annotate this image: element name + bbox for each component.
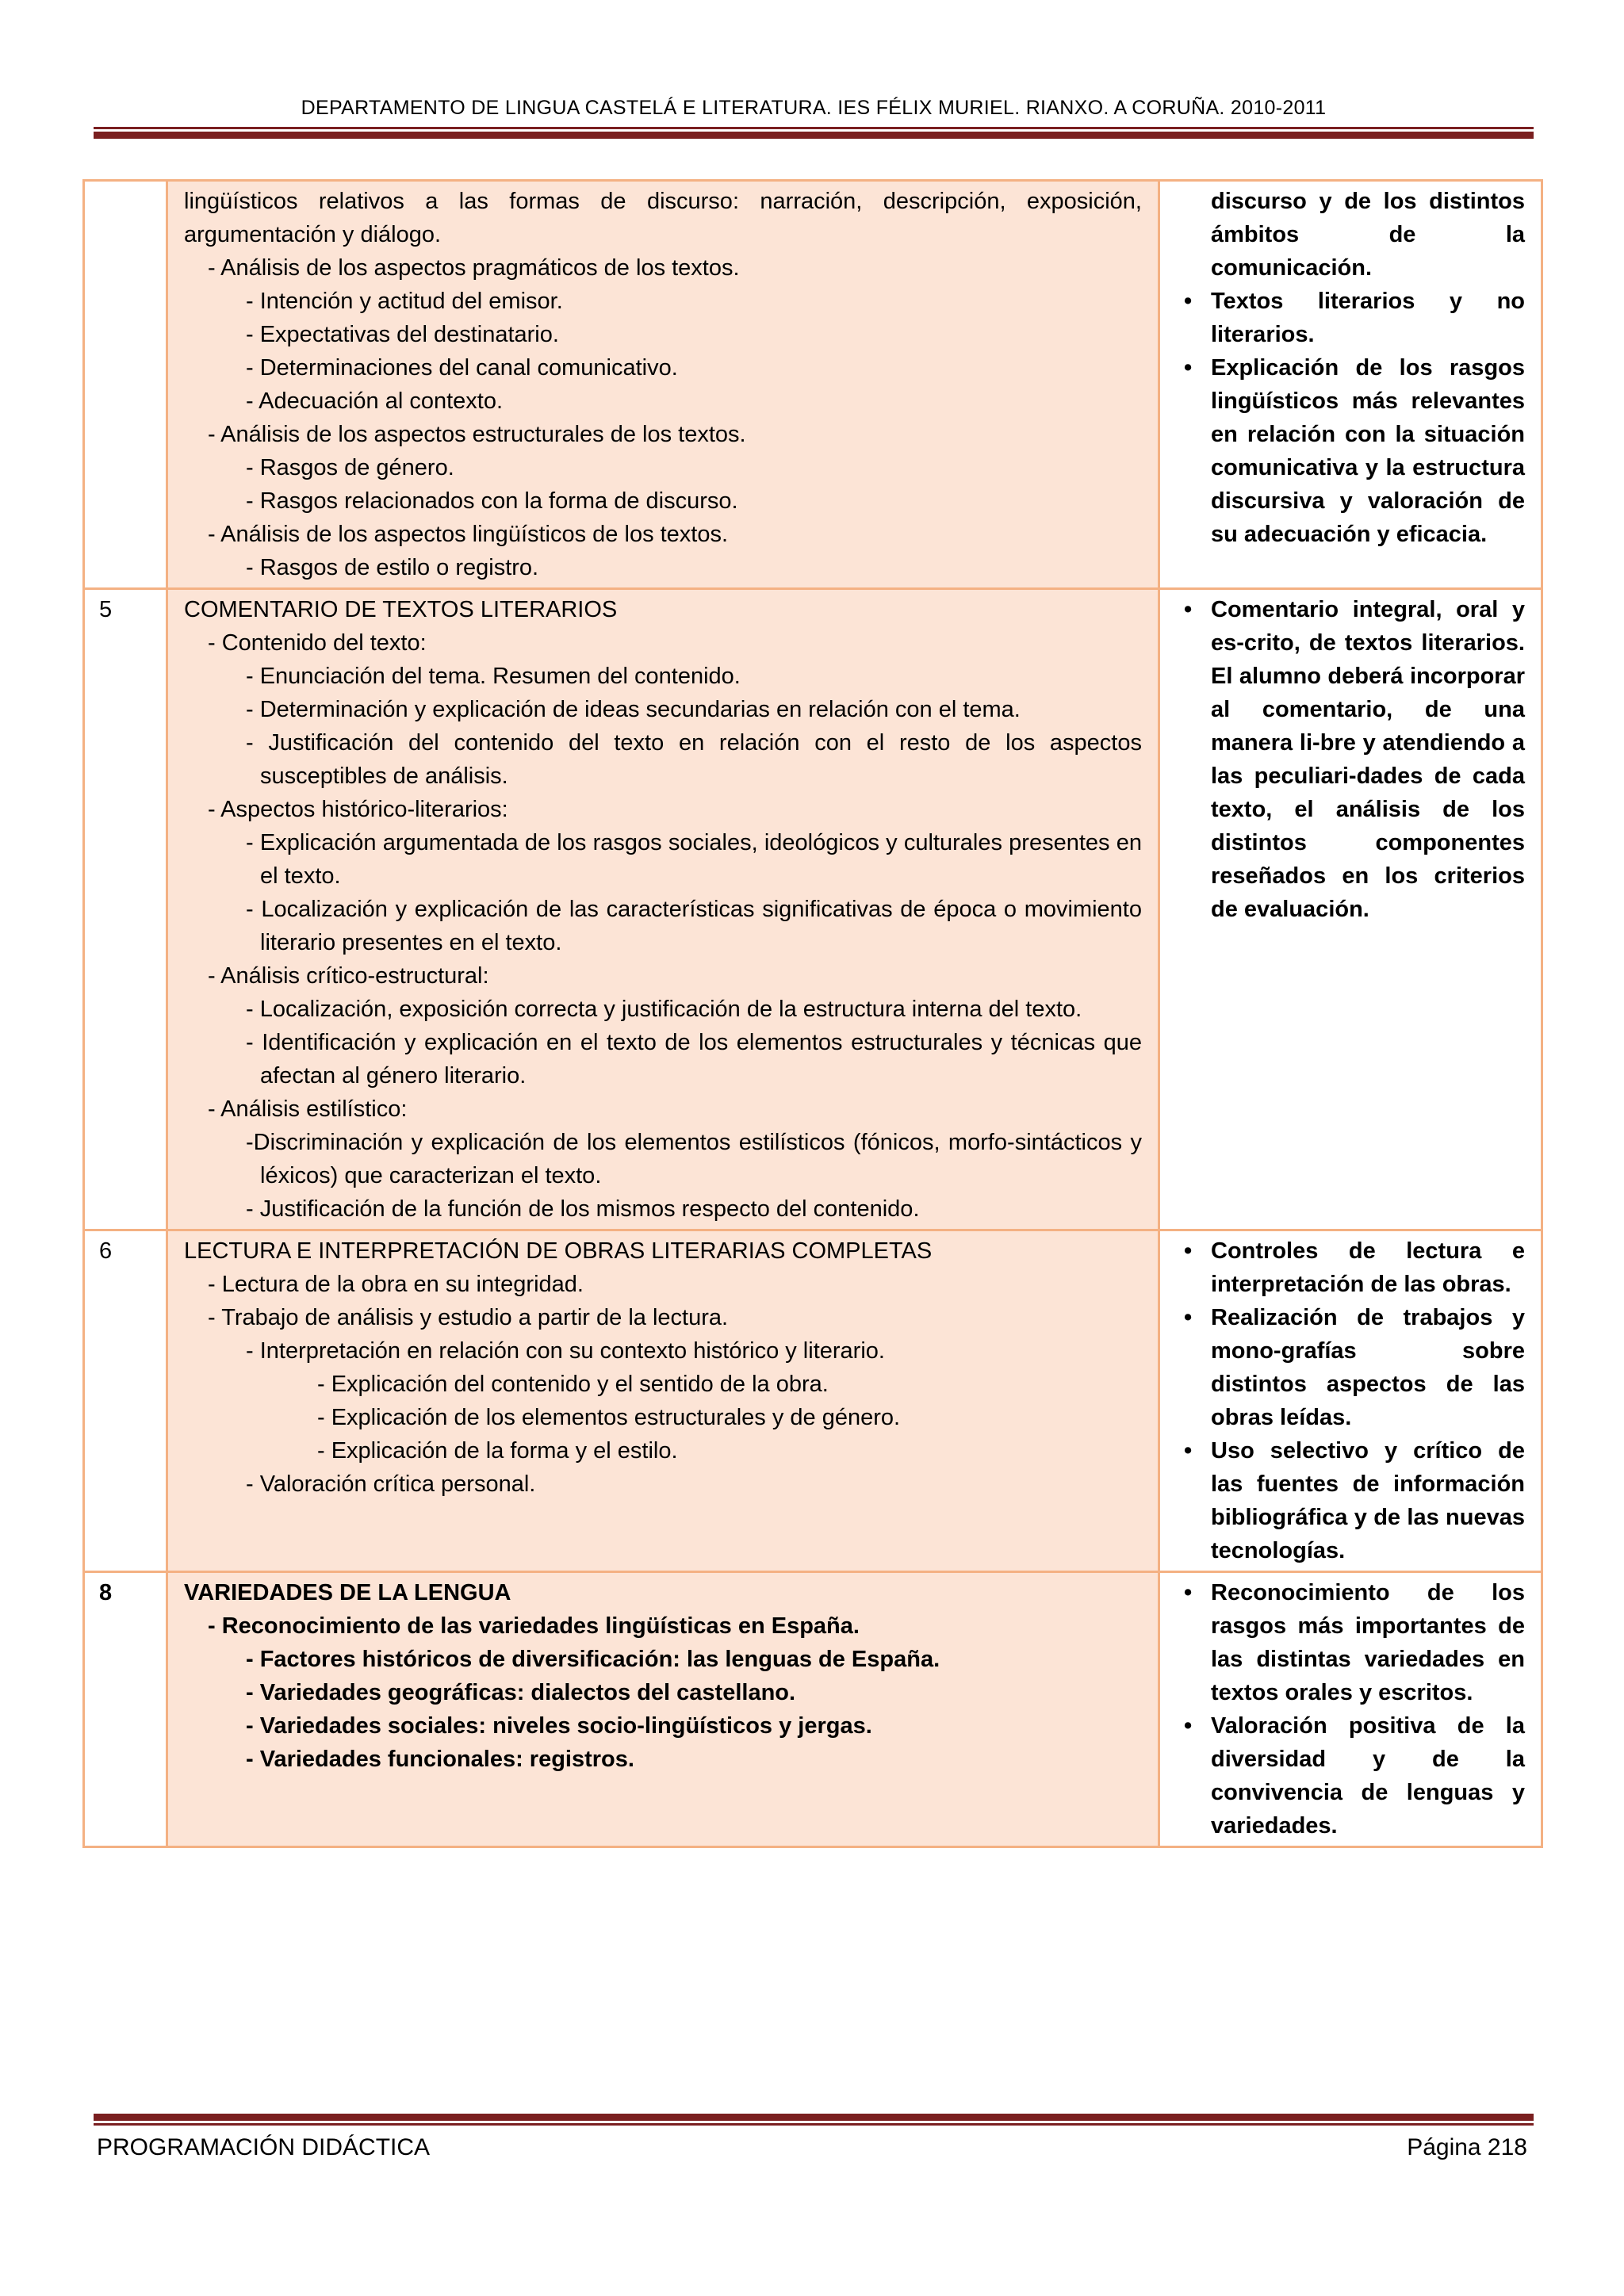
contents-cell xyxy=(167,589,1159,1230)
content-line: - Variedades funcionales: registros. xyxy=(246,1747,634,1772)
criteria-item: • Controles de lectura e interpretación de las obras. xyxy=(1184,1234,1525,1301)
content-line: - Justificación de la función de los mismos respecto del contenido. xyxy=(246,1196,920,1222)
footer-rule xyxy=(94,2114,1534,2126)
row-number: 6 xyxy=(84,1230,167,1572)
content-line: - Análisis estilístico: xyxy=(208,1096,408,1122)
content-line: - Trabajo de análisis y estudio a partir de la lectura. xyxy=(208,1305,729,1330)
content-line: - Interpretación en relación con su contexto histórico y literario. xyxy=(246,1338,885,1364)
content-line: - Variedades geográficas: dialectos del castellano. xyxy=(246,1680,796,1705)
criteria-cell xyxy=(1159,181,1542,589)
table-row xyxy=(84,1230,1542,1572)
content-line: lingüísticos relativos a las formas de discurso: narración, descripción, exposición, argumentación y diálogo. xyxy=(184,189,1142,247)
content-line: -Discriminación y explicación de los elementos estilísticos (fónicos, morfo-sintácticos y léxicos) que caracterizan el texto. xyxy=(246,1130,1142,1188)
section-title: VARIEDADES DE LA LENGUA xyxy=(184,1580,511,1605)
content-line: - Factores históricos de diversificación: las lenguas de España. xyxy=(246,1647,940,1672)
content-line: - Análisis de los aspectos pragmáticos de los textos. xyxy=(208,255,740,281)
criteria-item: • Comentario integral, oral y es-crito, de textos literarios. El alumno deberá incorporar al comentario, de una manera li-bre y atendiendo a las peculiari-dades de cada texto, el análisis de los distintos componentes reseñados en los criterios de evaluación. xyxy=(1184,593,1525,926)
content-line: - Localización, exposición correcta y justificación de la estructura interna del texto. xyxy=(246,997,1082,1022)
content-line: - Valoración crítica personal. xyxy=(246,1471,536,1497)
content-line: - Lectura de la obra en su integridad. xyxy=(208,1272,584,1297)
content-line: - Análisis de los aspectos lingüísticos de los textos. xyxy=(208,522,729,547)
section-title: LECTURA E INTERPRETACIÓN DE OBRAS LITERARIAS COMPLETAS xyxy=(184,1238,933,1264)
content-line: - Explicación de los elementos estructurales y de género. xyxy=(317,1405,901,1430)
content-line: - Enunciación del tema. Resumen del contenido. xyxy=(246,664,741,689)
contents-cell xyxy=(167,181,1159,589)
criteria-cell xyxy=(1159,589,1542,1230)
content-table xyxy=(82,179,1543,1848)
criteria-item: • Uso selectivo y crítico de las fuentes de información bibliográfica y de las nuevas tecnologías. xyxy=(1184,1434,1525,1567)
page-header: DEPARTAMENTO DE LINGUA CASTELÁ E LITERATURA. IES FÉLIX MURIEL. RIANXO. A CORUÑA. 2010-2011 xyxy=(301,97,1327,119)
row-number: 8 xyxy=(84,1572,167,1847)
criteria-cell xyxy=(1159,1572,1542,1847)
content-line: - Aspectos histórico-literarios: xyxy=(208,797,508,822)
contents-cell xyxy=(167,1230,1159,1572)
criteria-item: • Realización de trabajos y mono-grafías sobre distintos aspectos de las obras leídas. xyxy=(1184,1301,1525,1434)
criteria-item: • Textos literarios y no literarios. xyxy=(1184,285,1525,351)
table-row xyxy=(84,181,1542,589)
section-title: COMENTARIO DE TEXTOS LITERARIOS xyxy=(184,597,618,622)
content-line: - Adecuación al contexto. xyxy=(246,388,504,414)
table-row xyxy=(84,1572,1542,1847)
criteria-item: • Explicación de los rasgos lingüísticos más relevantes en relación con la situación comunicativa y la estructura discursiva y valoración de su adecuación y eficacia. xyxy=(1184,351,1525,551)
criteria-item: • Valoración positiva de la diversidad y de la convivencia de lenguas y variedades. xyxy=(1184,1709,1525,1843)
row-number: 5 xyxy=(84,589,167,1230)
content-line: - Localización y explicación de las características significativas de época o movimiento literario presentes en el texto. xyxy=(246,897,1142,955)
content-line: - Análisis de los aspectos estructurales de los textos. xyxy=(208,422,746,447)
content-line: - Análisis crítico-estructural: xyxy=(208,963,489,989)
criteria-item: • Reconocimiento de los rasgos más importantes de las distintas variedades en textos orales y escritos. xyxy=(1184,1576,1525,1709)
content-line: - Explicación de la forma y el estilo. xyxy=(317,1438,678,1464)
content-line: - Determinaciones del canal comunicativo. xyxy=(246,355,678,381)
content-line: - Reconocimiento de las variedades lingüísticas en España. xyxy=(208,1613,860,1639)
content-line: - Rasgos relacionados con la forma de discurso. xyxy=(246,488,738,514)
criteria-cell xyxy=(1159,1230,1542,1572)
table-row xyxy=(84,589,1542,1230)
footer-title: PROGRAMACIÓN DIDÁCTICA xyxy=(97,2134,431,2160)
content-line: - Explicación argumentada de los rasgos sociales, ideológicos y culturales presentes en el texto. xyxy=(246,830,1142,889)
content-line: - Variedades sociales: niveles socio-lingüísticos y jergas. xyxy=(246,1713,872,1739)
content-line: - Rasgos de género. xyxy=(246,455,454,480)
content-line: - Explicación del contenido y el sentido de la obra. xyxy=(317,1372,829,1397)
content-line: - Intención y actitud del emisor. xyxy=(246,289,563,314)
row-number xyxy=(84,181,167,589)
criteria-item: discurso y de los distintos ámbitos de la comunicación. xyxy=(1211,189,1525,281)
header-rule xyxy=(94,127,1534,139)
content-line: - Determinación y explicación de ideas secundarias en relación con el tema. xyxy=(246,697,1021,722)
page-number: Página 218 xyxy=(1407,2134,1527,2160)
content-line: - Justificación del contenido del texto en relación con el resto de los aspectos susceptibles de análisis. xyxy=(246,730,1142,789)
content-line: - Rasgos de estilo o registro. xyxy=(246,555,539,580)
content-line: - Identificación y explicación en el texto de los elementos estructurales y técnicas que afectan al género literario. xyxy=(246,1030,1142,1089)
contents-cell xyxy=(167,1572,1159,1847)
content-line: - Expectativas del destinatario. xyxy=(246,322,559,347)
content-line: - Contenido del texto: xyxy=(208,630,427,656)
